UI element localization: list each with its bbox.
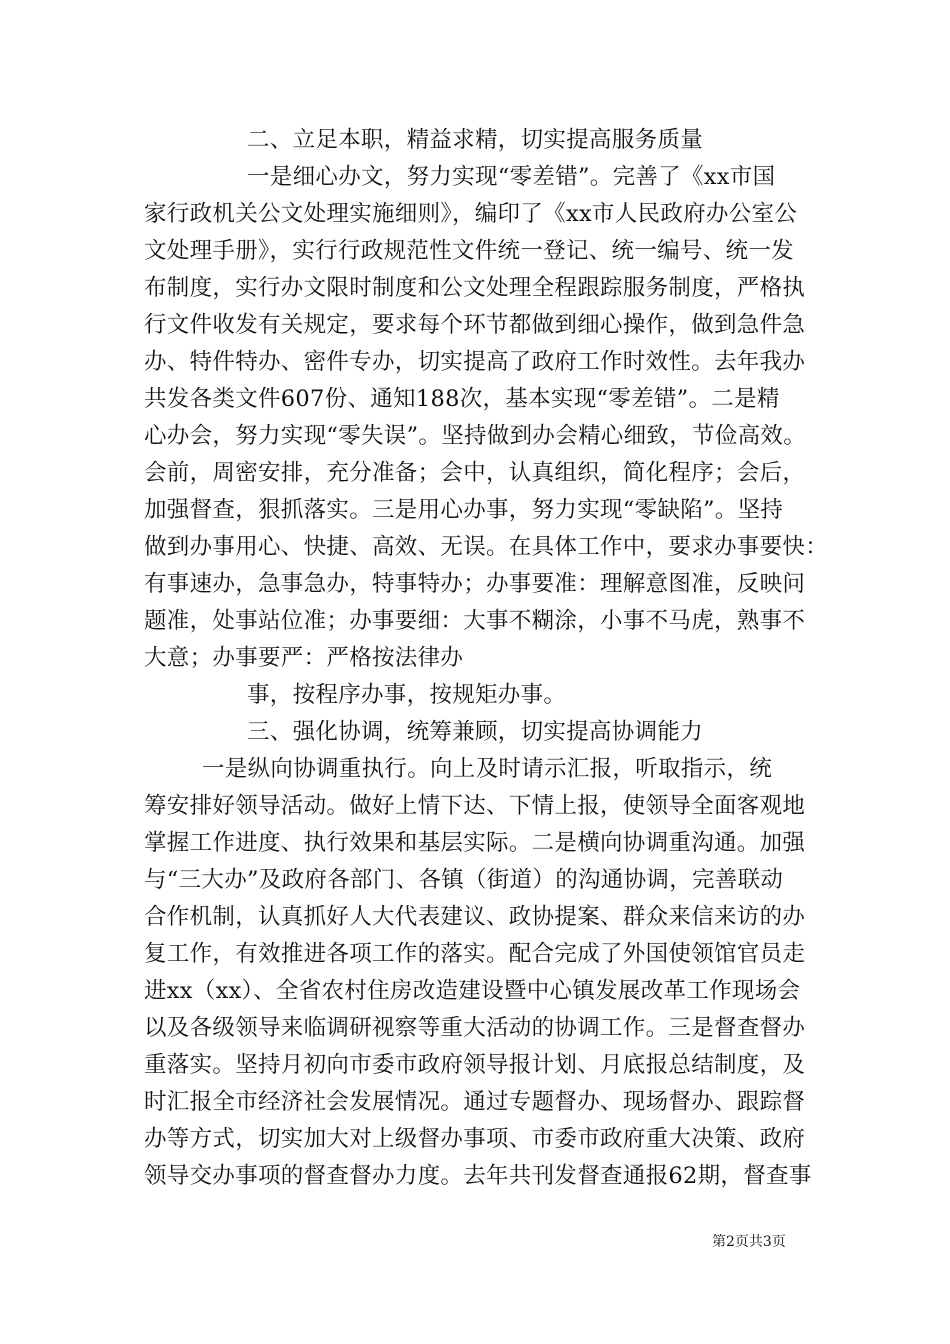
paragraph-line: 事，按程序办事，按规矩办事。 — [247, 682, 567, 708]
page-number-footer: 第2页共3页 — [712, 1234, 786, 1250]
paragraph-line: 与“三大办”及政府各部门、各镇（街道）的沟通协调，完善联动 — [144, 867, 784, 893]
paragraph-line: 会前，周密安排，充分准备；会中，认真组织，简化程序；会后， — [144, 460, 806, 486]
paragraph-line: 文处理手册》，实行行政规范性文件统一登记、统一编号、统一发 — [144, 238, 794, 264]
paragraph-line: 以及各级领导来临调研视察等重大活动的协调工作。三是督查督办 — [144, 1015, 806, 1041]
paragraph-line: 家行政机关公文处理实施细则》，编印了《xx市人民政府办公室公 — [144, 201, 798, 227]
paragraph-line: 合作机制，认真抓好人大代表建议、政协提案、群众来信来访的办 — [144, 904, 806, 930]
paragraph-line: 心办会，努力实现“零失误”。坚持做到办会精心细致，节俭高效。 — [144, 423, 807, 449]
paragraph-line: 一是细心办文，努力实现“零差错”。完善了《xx市国 — [247, 164, 776, 190]
paragraph-line: 有事速办，急事急办，特事特办；办事要准：理解意图准，反映问 — [144, 571, 806, 597]
paragraph-line: 办等方式，切实加大对上级督办事项、市委市政府重大决策、政府 — [144, 1126, 806, 1152]
paragraph-line: 重落实。坚持月初向市委市政府领导报计划、月底报总结制度，及 — [144, 1052, 806, 1078]
paragraph-line: 题准，处事站位准；办事要细：大事不糊涂，小事不马虎，熟事不 — [144, 608, 806, 634]
section-heading: 二、立足本职，精益求精，切实提高服务质量 — [247, 127, 704, 153]
paragraph-line: 筹安排好领导活动。做好上情下达、下情上报，使领导全面客观地 — [144, 793, 806, 819]
paragraph-line: 进xx（xx）、全省农村住房改造建设暨中心镇发展改革工作现场会 — [144, 978, 801, 1004]
section-heading: 三、强化协调，统筹兼顾，切实提高协调能力 — [247, 719, 704, 745]
paragraph-line: 加强督查，狠抓落实。三是用心办事，努力实现“零缺陷”。坚持 — [144, 497, 784, 523]
paragraph-line: 办、特件特办、密件专办，切实提高了政府工作时效性。去年我办 — [144, 349, 806, 375]
paragraph-line: 掌握工作进度、执行效果和基层实际。二是横向协调重沟通。加强 — [144, 830, 806, 856]
paragraph-line: 行文件收发有关规定，要求每个环节都做到细心操作，做到急件急 — [144, 312, 806, 338]
paragraph-line: 做到办事用心、快捷、高效、无误。在具体工作中，要求办事要快： — [144, 534, 829, 560]
paragraph-line: 大意；办事要严：严格按法律办 — [144, 645, 464, 671]
paragraph-line: 共发各类文件607份、通知188次，基本实现“零差错”。二是精 — [144, 386, 780, 412]
paragraph-line: 一是纵向协调重执行。向上及时请示汇报，听取指示，统 — [202, 756, 773, 782]
paragraph-line: 布制度，实行办文限时制度和公文处理全程跟踪服务制度，严格执 — [144, 275, 806, 301]
paragraph-line: 时汇报全市经济社会发展情况。通过专题督办、现场督办、跟踪督 — [144, 1089, 806, 1115]
paragraph-line: 复工作，有效推进各项工作的落实。配合完成了外国使领馆官员走 — [144, 941, 806, 967]
paragraph-line: 领导交办事项的督查督办力度。去年共刊发督查通报62期，督查事 — [144, 1163, 812, 1189]
